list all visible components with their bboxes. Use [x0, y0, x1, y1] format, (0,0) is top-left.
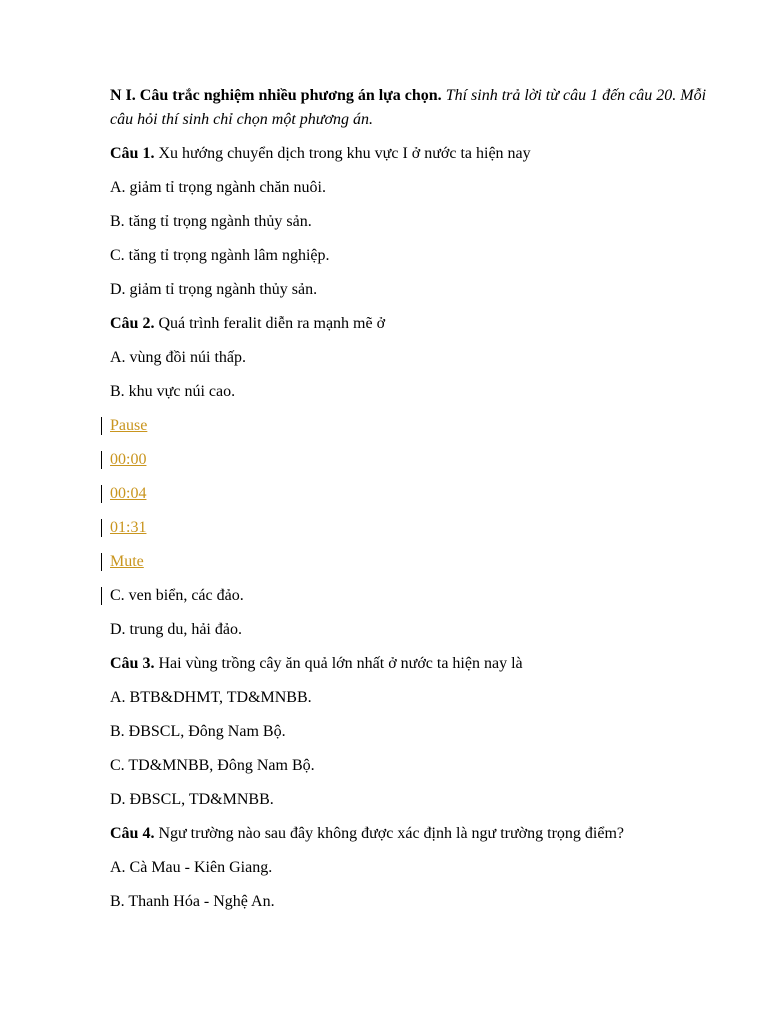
question-label: Câu 4. — [110, 825, 155, 842]
q3-option-c: C. TD&MNBB, Đông Nam Bộ. — [110, 757, 315, 774]
q2-option-a: A. vùng đồi núi thấp. — [110, 349, 246, 366]
q4-option-b: B. Thanh Hóa - Nghệ An. — [110, 893, 275, 910]
duration-link[interactable]: 01:31 — [110, 519, 147, 536]
q1-option-d: D. giảm tỉ trọng ngành thủy sản. — [110, 281, 318, 298]
section-heading: N I. Câu trắc nghiệm nhiều phương án lựa chọn. — [110, 87, 442, 104]
elapsed-time-link[interactable]: 00:04 — [110, 485, 147, 502]
media-mute-row — [110, 550, 720, 584]
question-label: Câu 2. — [110, 315, 155, 332]
question-text: Quá trình feralit diễn ra mạnh mẽ ở — [158, 315, 386, 332]
question-text: Xu hướng chuyển dịch trong khu vực I ở nước ta hiện nay — [158, 145, 531, 162]
media-pause-row — [110, 414, 720, 448]
media-duration-row — [110, 516, 720, 550]
section-intro — [110, 84, 720, 132]
q2-option-c: C. ven biển, các đảo. — [110, 584, 720, 618]
q1-option-a: A. giảm tỉ trọng ngành chăn nuôi. — [110, 179, 326, 196]
q2-option-b: B. khu vực núi cao. — [110, 383, 236, 400]
media-current-time-row — [110, 448, 720, 482]
question-4 — [110, 822, 720, 856]
question-2 — [110, 312, 720, 346]
question-text: Hai vùng trồng cây ăn quả lớn nhất ở nước ta hiện nay là — [158, 655, 523, 672]
q2-option-d: D. trung du, hải đảo. — [110, 621, 242, 638]
q1-option-c: C. tăng tỉ trọng ngành lâm nghiệp. — [110, 247, 330, 264]
q3-option-a: A. BTB&DHMT, TD&MNBB. — [110, 689, 312, 706]
question-text: Ngư trường nào sau đây không được xác định là ngư trường trọng điểm? — [158, 825, 624, 842]
q4-option-a: A. Cà Mau - Kiên Giang. — [110, 859, 273, 876]
section-instruction: Thí sinh trả lời từ câu 1 đến câu 20. Mỗi câu hỏi thí sinh chỉ chọn một phương án. — [110, 87, 707, 128]
q3-option-d: D. ĐBSCL, TD&MNBB. — [110, 791, 274, 808]
q3-option-b: B. ĐBSCL, Đông Nam Bộ. — [110, 723, 286, 740]
question-1 — [110, 142, 720, 176]
question-3 — [110, 652, 720, 686]
q1-option-b: B. tăng tỉ trọng ngành thủy sản. — [110, 213, 312, 230]
question-label: Câu 1. — [110, 145, 155, 162]
current-time-link[interactable]: 00:00 — [110, 451, 147, 468]
document-page — [110, 84, 720, 924]
pause-link[interactable]: Pause — [110, 417, 148, 434]
media-elapsed-row — [110, 482, 720, 516]
mute-link[interactable]: Mute — [110, 553, 144, 570]
question-label: Câu 3. — [110, 655, 155, 672]
